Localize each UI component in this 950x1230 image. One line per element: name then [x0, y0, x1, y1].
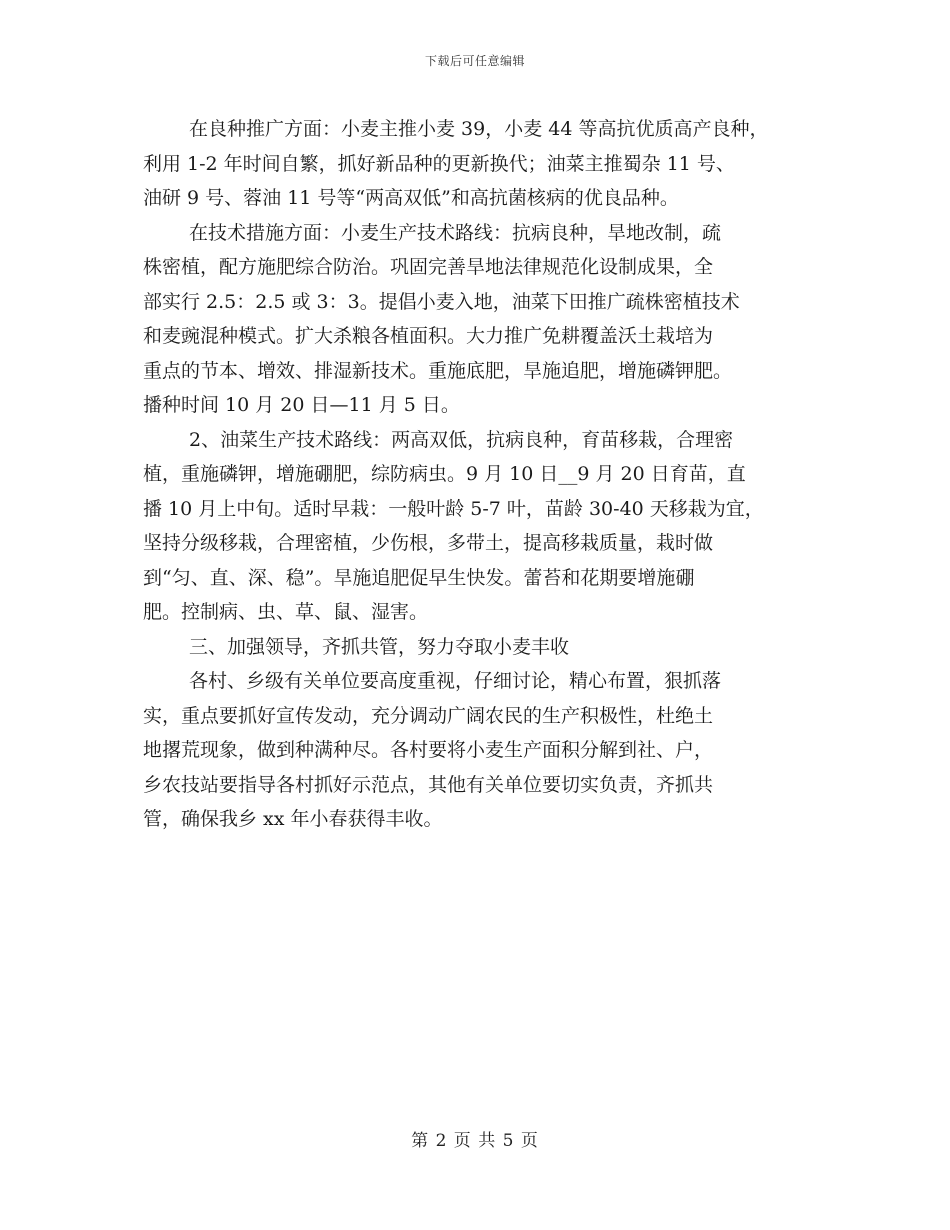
paragraph-technical-measures — [143, 216, 808, 423]
text-line: 利用 1-2 年时间自繁，抓好新品种的更新换代；油菜主推蜀杂 11 号、 — [143, 152, 735, 175]
document-body — [143, 112, 808, 837]
text-line: 油研 9 号、蓉油 11 号等“两高双低”和高抗菌核病的优良品种。 — [143, 187, 679, 209]
text-line: 实，重点要抓好宣传发动，充分调动广阔农民的生产积极性，杜绝土 — [143, 704, 714, 727]
text-line: 地撂荒现象，做到种满种尽。各村要将小麦生产面积分解到社、户， — [143, 739, 714, 761]
text-line: 和麦豌混种模式。扩大杀粮各植面积。大力推广免耕覆盖沃土栽培为 — [143, 325, 714, 347]
text-line: 重点的节本、增效、排湿新技术。重施底肥，旱施追肥，增施磷钾肥。 — [143, 359, 733, 382]
paragraph-variety-promotion — [143, 112, 808, 216]
text-line: 在良种推广方面：小麦主推小麦 39，小麦 44 等高抗优质高产良种， — [189, 118, 769, 140]
text-line: 株密植，配方施肥综合防治。巩固完善旱地法律规范化设制成果，全 — [143, 256, 714, 278]
heading-line: 三、加强领导，齐抓共管，努力夺取小麦丰收 — [189, 635, 570, 658]
text-line: 部实行 2.5：2.5 或 3：3。提倡小麦入地，油菜下田推广疏株密植技术 — [143, 290, 740, 313]
page-header: 下载后可任意编辑 — [424, 54, 525, 68]
text-line: 播 10 月上中旬。适时早栽：一般叶龄 5-7 叶，苗龄 30-40 天移栽为宜， — [143, 497, 764, 520]
text-line: 植，重施磷钾，增施硼肥，综防病虫。9 月 10 日__9 月 20 日育苗，直 — [143, 463, 746, 485]
text-line: 管，确保我乡 xx 年小春获得丰收。 — [143, 808, 443, 830]
section-heading — [143, 630, 808, 665]
text-line: 播种时间 10 月 20 日—11 月 5 日。 — [143, 394, 460, 416]
text-line: 2、油菜生产技术路线：两高双低，抗病良种，育苗移栽，合理密 — [189, 428, 734, 451]
page-number-footer: 第 2 页 共 5 页 — [411, 1131, 539, 1151]
text-line: 肥。控制病、虫、草、鼠、湿害。 — [143, 601, 429, 623]
paragraph-rapeseed-technique — [143, 423, 808, 630]
text-line: 各村、乡级有关单位要高度重视，仔细讨论，精心布置，狠抓落 — [189, 670, 722, 692]
text-line: 到“匀、直、深、稳”。旱施追肥促早生快发。蕾苔和花期要增施硼 — [143, 566, 695, 589]
text-line: 坚持分级移栽，合理密植，少伤根，多带土，提高移栽质量，栽时做 — [143, 532, 714, 554]
paragraph-leadership — [143, 664, 808, 837]
text-line: 在技术措施方面：小麦生产技术路线：抗病良种，旱地改制，疏 — [189, 221, 722, 244]
text-line: 乡农技站要指导各村抓好示范点，其他有关单位要切实负责，齐抓共 — [143, 773, 714, 796]
